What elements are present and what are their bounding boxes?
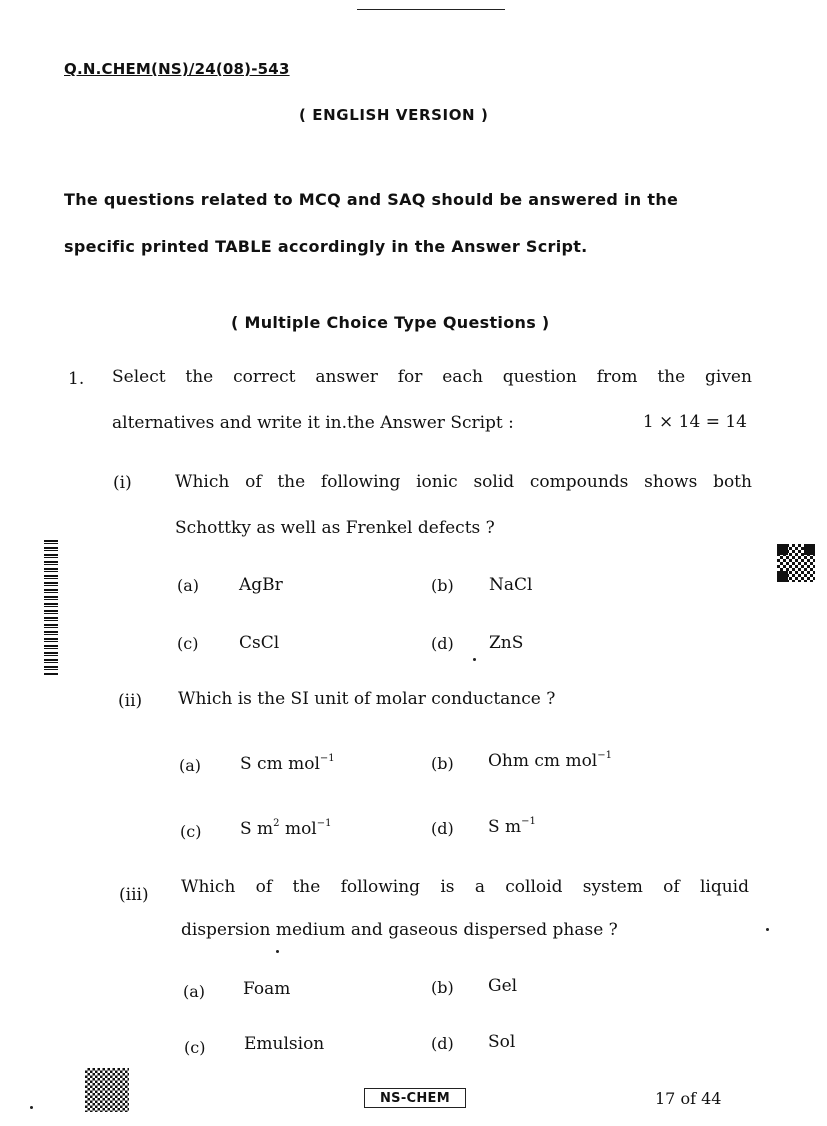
option-text: Emulsion xyxy=(244,1034,325,1054)
word: given xyxy=(705,367,752,387)
option-label: (c) xyxy=(177,634,199,653)
option-text: Sol xyxy=(488,1032,516,1052)
word: following xyxy=(340,877,421,897)
option-label: (d) xyxy=(431,1034,454,1053)
option-text xyxy=(488,817,536,837)
qr-code-icon xyxy=(85,1068,129,1112)
word: of xyxy=(255,877,273,897)
word: liquid xyxy=(699,877,749,897)
instruction-line-2: specific printed TABLE accordingly in the Answer Script. xyxy=(64,237,588,256)
subquestion-iii-line-1 xyxy=(181,877,749,897)
word: the xyxy=(657,367,686,387)
subquestion-number: (i) xyxy=(113,473,132,493)
option-label: (d) xyxy=(431,634,454,653)
word: question xyxy=(502,367,577,387)
word: the xyxy=(185,367,214,387)
word: a xyxy=(474,877,485,897)
word: for xyxy=(397,367,423,387)
unit-base: Ohm cm mol xyxy=(488,751,598,771)
question-number: 1. xyxy=(68,369,85,389)
option-label: (b) xyxy=(431,576,454,595)
unit-exponent: −1 xyxy=(319,753,335,764)
scan-dot xyxy=(30,1106,33,1109)
word: colloid xyxy=(505,877,563,897)
word: of xyxy=(663,877,680,897)
option-text xyxy=(240,819,332,839)
unit-base: mol xyxy=(279,819,317,839)
option-label: (b) xyxy=(431,978,454,997)
option-text xyxy=(240,754,335,774)
word: correct xyxy=(233,367,296,387)
word: solid xyxy=(473,472,515,492)
option-label: (a) xyxy=(183,982,206,1001)
unit-exponent: −1 xyxy=(316,818,332,829)
word: Select xyxy=(112,367,166,387)
unit-base: S m xyxy=(488,817,522,837)
word: ionic xyxy=(416,472,458,492)
word: compounds xyxy=(529,472,629,492)
word: from xyxy=(596,367,638,387)
option-text xyxy=(488,751,612,771)
option-label: (d) xyxy=(431,819,454,838)
word: both xyxy=(713,472,752,492)
section-title: ( Multiple Choice Type Questions ) xyxy=(231,313,550,332)
question-1-line-2: alternatives and write it in.the Answer Script : xyxy=(112,413,514,433)
word: the xyxy=(277,472,306,492)
word: is xyxy=(440,877,455,897)
subject-code-box: NS-CHEM xyxy=(364,1088,466,1108)
word: shows xyxy=(644,472,698,492)
word: Which xyxy=(181,877,236,897)
barcode-icon xyxy=(44,540,58,676)
option-text: AgBr xyxy=(239,575,283,595)
scan-dot xyxy=(276,950,279,953)
option-label: (c) xyxy=(180,822,202,841)
option-text: NaCl xyxy=(489,575,533,595)
option-text: Gel xyxy=(488,976,518,996)
word: the xyxy=(292,877,321,897)
subquestion-ii-line-1: Which is the SI unit of molar conductance ? xyxy=(178,689,556,709)
option-label: (c) xyxy=(184,1038,206,1057)
unit-exponent: 2 xyxy=(273,818,280,829)
word: of xyxy=(245,472,262,492)
unit-exponent: −1 xyxy=(597,750,612,761)
word: system xyxy=(582,877,643,897)
marks-allocation: 1 × 14 = 14 xyxy=(642,412,747,432)
instruction-line-1: The questions related to MCQ and SAQ should be answered in the xyxy=(64,190,679,209)
scan-dot xyxy=(473,658,476,661)
top-rule xyxy=(357,9,505,10)
subquestion-iii-line-2: dispersion medium and gaseous dispersed phase ? xyxy=(181,920,618,940)
unit-exponent: −1 xyxy=(521,816,536,827)
option-label: (a) xyxy=(179,756,202,775)
page-number: 17 of 44 xyxy=(655,1089,722,1108)
word: following xyxy=(320,472,401,492)
word: Which xyxy=(175,472,230,492)
question-1-line-1 xyxy=(112,367,752,387)
option-text: CsCl xyxy=(239,633,280,653)
word: each xyxy=(442,367,483,387)
paper-code: Q.N.CHEM(NS)/24(08)-543 xyxy=(64,60,290,78)
unit-base: S m xyxy=(240,819,274,839)
subquestion-number: (iii) xyxy=(119,885,149,905)
unit-base: S cm mol xyxy=(240,754,320,774)
qr-code-icon xyxy=(777,544,815,582)
word: answer xyxy=(315,367,378,387)
version-heading: ( ENGLISH VERSION ) xyxy=(299,106,489,124)
subquestion-number: (ii) xyxy=(118,691,143,711)
subquestion-i-line-1 xyxy=(175,472,752,492)
option-text: ZnS xyxy=(489,633,524,653)
scan-dot xyxy=(766,928,769,931)
option-label: (b) xyxy=(431,754,454,773)
option-label: (a) xyxy=(177,576,200,595)
option-text: Foam xyxy=(243,979,291,999)
subquestion-i-line-2: Schottky as well as Frenkel defects ? xyxy=(175,518,495,538)
